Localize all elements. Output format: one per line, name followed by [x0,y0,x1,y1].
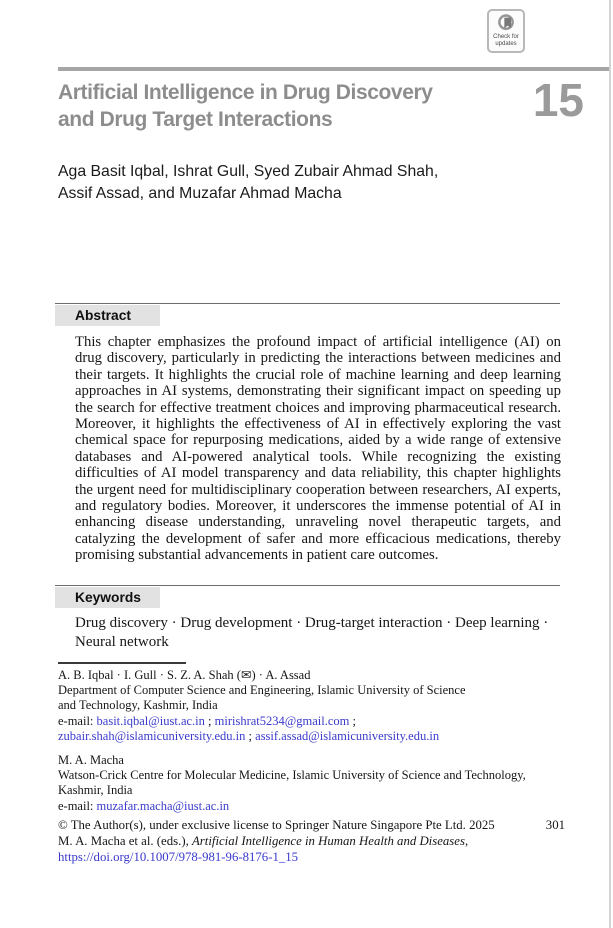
email-separator: ; [248,728,256,743]
keywords-line2: Neural network [75,633,169,650]
chapter-title-line2: and Drug Target Interactions [58,107,333,131]
email-link-mirishrat[interactable]: mirishrat5234@gmail.com [214,713,350,728]
check-for-updates-badge[interactable] [487,9,525,53]
email-separator: ; [352,713,357,728]
footnote-affiliation-group2 [58,753,593,814]
check-for-updates-label: Check for updates [493,34,519,47]
footnote-affiliation2-line1: Watson-Crick Centre for Molecular Medicine, Islamic University of Science and Technology, [58,768,526,783]
imprint-copyright-line [58,817,565,833]
footnote-rule [58,662,186,664]
keywords-rule [55,585,560,586]
editors-prefix: M. A. Macha et al. (eds.), [58,834,192,849]
abstract-heading: Abstract [55,305,160,326]
keywords-line1: Drug discovery · Drug development · Drug-target interaction · Deep learning · [75,615,549,631]
footnote-authors: A. B. Iqbal · I. Gull · S. Z. A. Shah (✉) · A. Assad [58,668,311,682]
page-edge-line [609,0,611,928]
footnote-affiliation-line1: Department of Computer Science and Engineering, Islamic University of Science [58,683,466,698]
email-label: e-mail: [58,713,97,728]
footnote-email-line3 [58,799,593,814]
email-label: e-mail: [58,798,97,813]
footnote-affiliation2-line2: Kashmir, India [58,783,133,798]
authors-block [58,161,438,205]
footnote-email-line2 [58,729,593,744]
imprint-block [58,817,565,866]
chapter-title-line1: Artificial Intelligence in Drug Discovery [58,81,433,104]
email-link-muzafar[interactable]: muzafar.macha@iust.ac.in [96,798,230,813]
chapter-title [58,80,528,133]
email-separator: ; [208,713,215,728]
book-title: Artificial Intelligence in Human Health and Diseases [191,834,465,849]
email-link-zubair[interactable]: zubair.shah@islamicuniversity.edu.in [58,728,246,743]
abstract-text: This chapter emphasizes the profound impact of artificial intelligence (AI) on drug discovery, particularly in predicting the interactions between medicines and their targets. It highlights the crucial role of machine learning and deep learning approaches in AI systems, demonstrating their significant impact on speeding up the search for effective treatment choices and improving pharmaceutical research. Moreover, it highlights the effectiveness of AI in effectively exploring the vast chemical space for repurposing medications, aided by a wide range of extensive databases and AI-powered analytical tools. While recognizing the existing difficulties of AI model transparency and data reliability, this chapter highlights the urgent need for multidisciplinary cooperation between researchers, AI experts, and regulatory bodies. Moreover, it underscores the immense potential of AI in enhancing disease understanding, unraveling novel therapeutic targets, and catalyzing the development of safer and more efficacious medications, thereby promising substantial advancements in patient care outcomes. [75,334,561,564]
chapter-number: 15 [532,74,584,126]
page-number: 301 [545,818,565,832]
abstract-rule [55,303,560,304]
imprint-editors-line [58,833,565,849]
keywords-heading: Keywords [55,587,160,608]
keywords-text [75,614,575,651]
email-link-assif[interactable]: assif.assad@islamicuniversity.edu.in [255,728,440,743]
doi-link[interactable]: https://doi.org/10.1007/978-981-96-8176-1_15 [58,850,299,865]
check-for-updates-icon [496,13,516,33]
authors-line2: Assif Assad, and Muzafar Ahmad Macha [58,185,342,202]
footnote-affiliation-group1 [58,668,593,744]
email-link-basit[interactable]: basit.iqbal@iust.ac.in [96,713,205,728]
copyright-text: © The Author(s), under exclusive license to Springer Nature Singapore Pte Ltd. 2025 [58,818,495,832]
imprint-doi-line [58,849,565,865]
authors-line1: Aga Basit Iqbal, Ishrat Gull, Syed Zubair Ahmad Shah, [58,163,439,180]
book-title-suffix: , [464,834,469,849]
header-rule [58,67,609,71]
footnote-email-line1 [58,714,593,729]
footnote-affiliation-line2: and Technology, Kashmir, India [58,698,218,713]
footnote-author2: M. A. Macha [58,753,124,767]
